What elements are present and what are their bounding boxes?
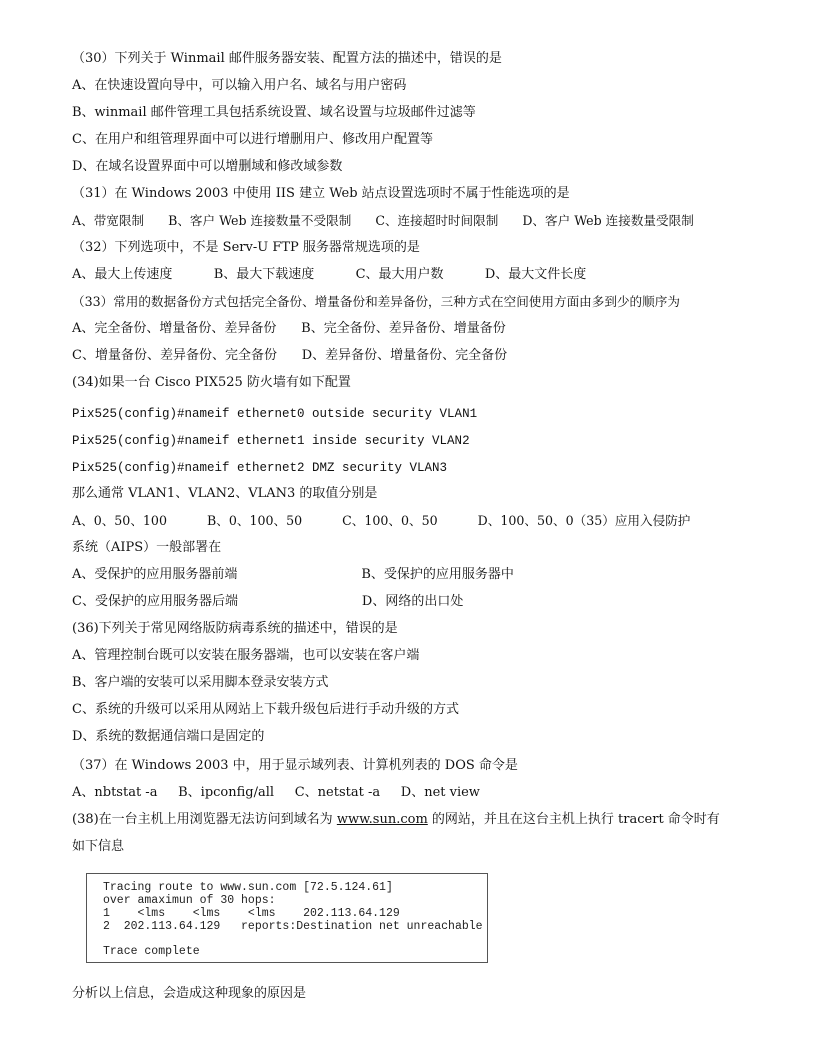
q36-option-d: D、系统的数据通信端口是固定的 [72,729,265,744]
q30-option-c: C、在用户和组管理界面中可以进行增删用户、修改用户配置等 [72,132,433,147]
tracert-line-6: Trace complete [103,945,200,958]
q31-options: A、带宽限制 B、客户 Web 连接数量不受限制 C、连接超时时间限制 D、客户 Web 连接数量受限制 [72,213,694,228]
q35-stem-cont: 系统（AIPS）一般部署在 [72,540,222,555]
sun-link[interactable]: www.sun.com [336,812,428,827]
q34-stem: (34)如果一台 Cisco PIX525 防火墙有如下配置 [72,375,351,390]
q38-stem-after: 的网站，并且在这台主机上执行 tracert 命令时有 [427,812,720,827]
q31-stem: （31）在 Windows 2003 中使用 IIS 建立 Web 站点设置选项时不属于性能选项的是 [72,186,570,201]
tracert-line-4: 2 202.113.64.129 reports:Destination net unreachable [103,920,483,933]
q30-option-a: A、在快速设置向导中，可以输入用户名、域名与用户密码 [72,78,407,93]
q36-option-a: A、管理控制台既可以安装在服务器端，也可以安装在客户端 [72,648,420,663]
q38-stem [72,812,720,828]
q36-option-c: C、系统的升级可以采用从网站上下载升级包后进行手动升级的方式 [72,702,459,717]
q37-stem: （37）在 Windows 2003 中，用于显示域列表、计算机列表的 DOS 命令是 [72,758,518,773]
tracert-line-3: 1 <lms <lms <lms 202.113.64.129 [103,907,400,920]
q34-config-line-1: Pix525(config)#nameif ethernet0 outside security VLAN1 [72,407,478,421]
q35-options-cd: C、受保护的应用服务器后端 D、网络的出口处 [72,594,464,609]
q30-option-d: D、在域名设置界面中可以增删域和修改域参数 [72,159,343,174]
q30-option-b: B、winmail 邮件管理工具包括系统设置、域名设置与垃圾邮件过滤等 [72,105,476,120]
tracert-output-box [86,873,488,963]
q33-options-ab: A、完全备份、增量备份、差异备份 B、完全备份、差异备份、增量备份 [72,321,506,336]
q33-options-cd: C、增量备份、差异备份、完全备份 D、差异备份、增量备份、完全备份 [72,348,508,363]
q34-config-line-3: Pix525(config)#nameif ethernet2 DMZ security VLAN3 [72,461,448,475]
q32-options: A、最大上传速度 B、最大下载速度 C、最大用户数 D、最大文件长度 [72,267,587,282]
q32-stem: （32）下列选项中，不是 Serv-U FTP 服务器常规选项的是 [72,240,420,255]
q34-options-q35-stem: A、0、50、100 B、0、100、50 C、100、0、50 D、100、50、0（35）应用入侵防护 [72,513,691,528]
q38-question: 分析以上信息，会造成这种现象的原因是 [72,986,307,1001]
q38-stem-cont: 如下信息 [72,839,125,854]
tracert-line-1: Tracing route to www.sun.com [72.5.124.61] [103,881,393,894]
q36-option-b: B、客户端的安装可以采用脚本登录安装方式 [72,675,329,690]
tracert-line-2: over amaximun of 30 hops: [103,894,276,907]
q33-stem: （33）常用的数据备份方式包括完全备份、增量备份和差异备份，三种方式在空间使用方面由多到少的顺序为 [72,294,680,309]
q37-options: A、nbtstat -a B、ipconfig/all C、netstat -a D、net view [72,785,480,800]
q35-options-ab: A、受保护的应用服务器前端 B、受保护的应用服务器中 [72,567,514,582]
q36-stem: (36)下列关于常见网络版防病毒系统的描述中，错误的是 [72,621,398,636]
q34-question: 那么通常 VLAN1、VLAN2、VLAN3 的取值分别是 [72,486,378,501]
q30-stem: （30）下列关于 Winmail 邮件服务器安装、配置方法的描述中，错误的是 [72,51,502,66]
q38-stem-before: (38)在一台主机上用浏览器无法访问到域名为 [72,812,337,827]
q34-config-line-2: Pix525(config)#nameif ethernet1 inside security VLAN2 [72,434,470,448]
